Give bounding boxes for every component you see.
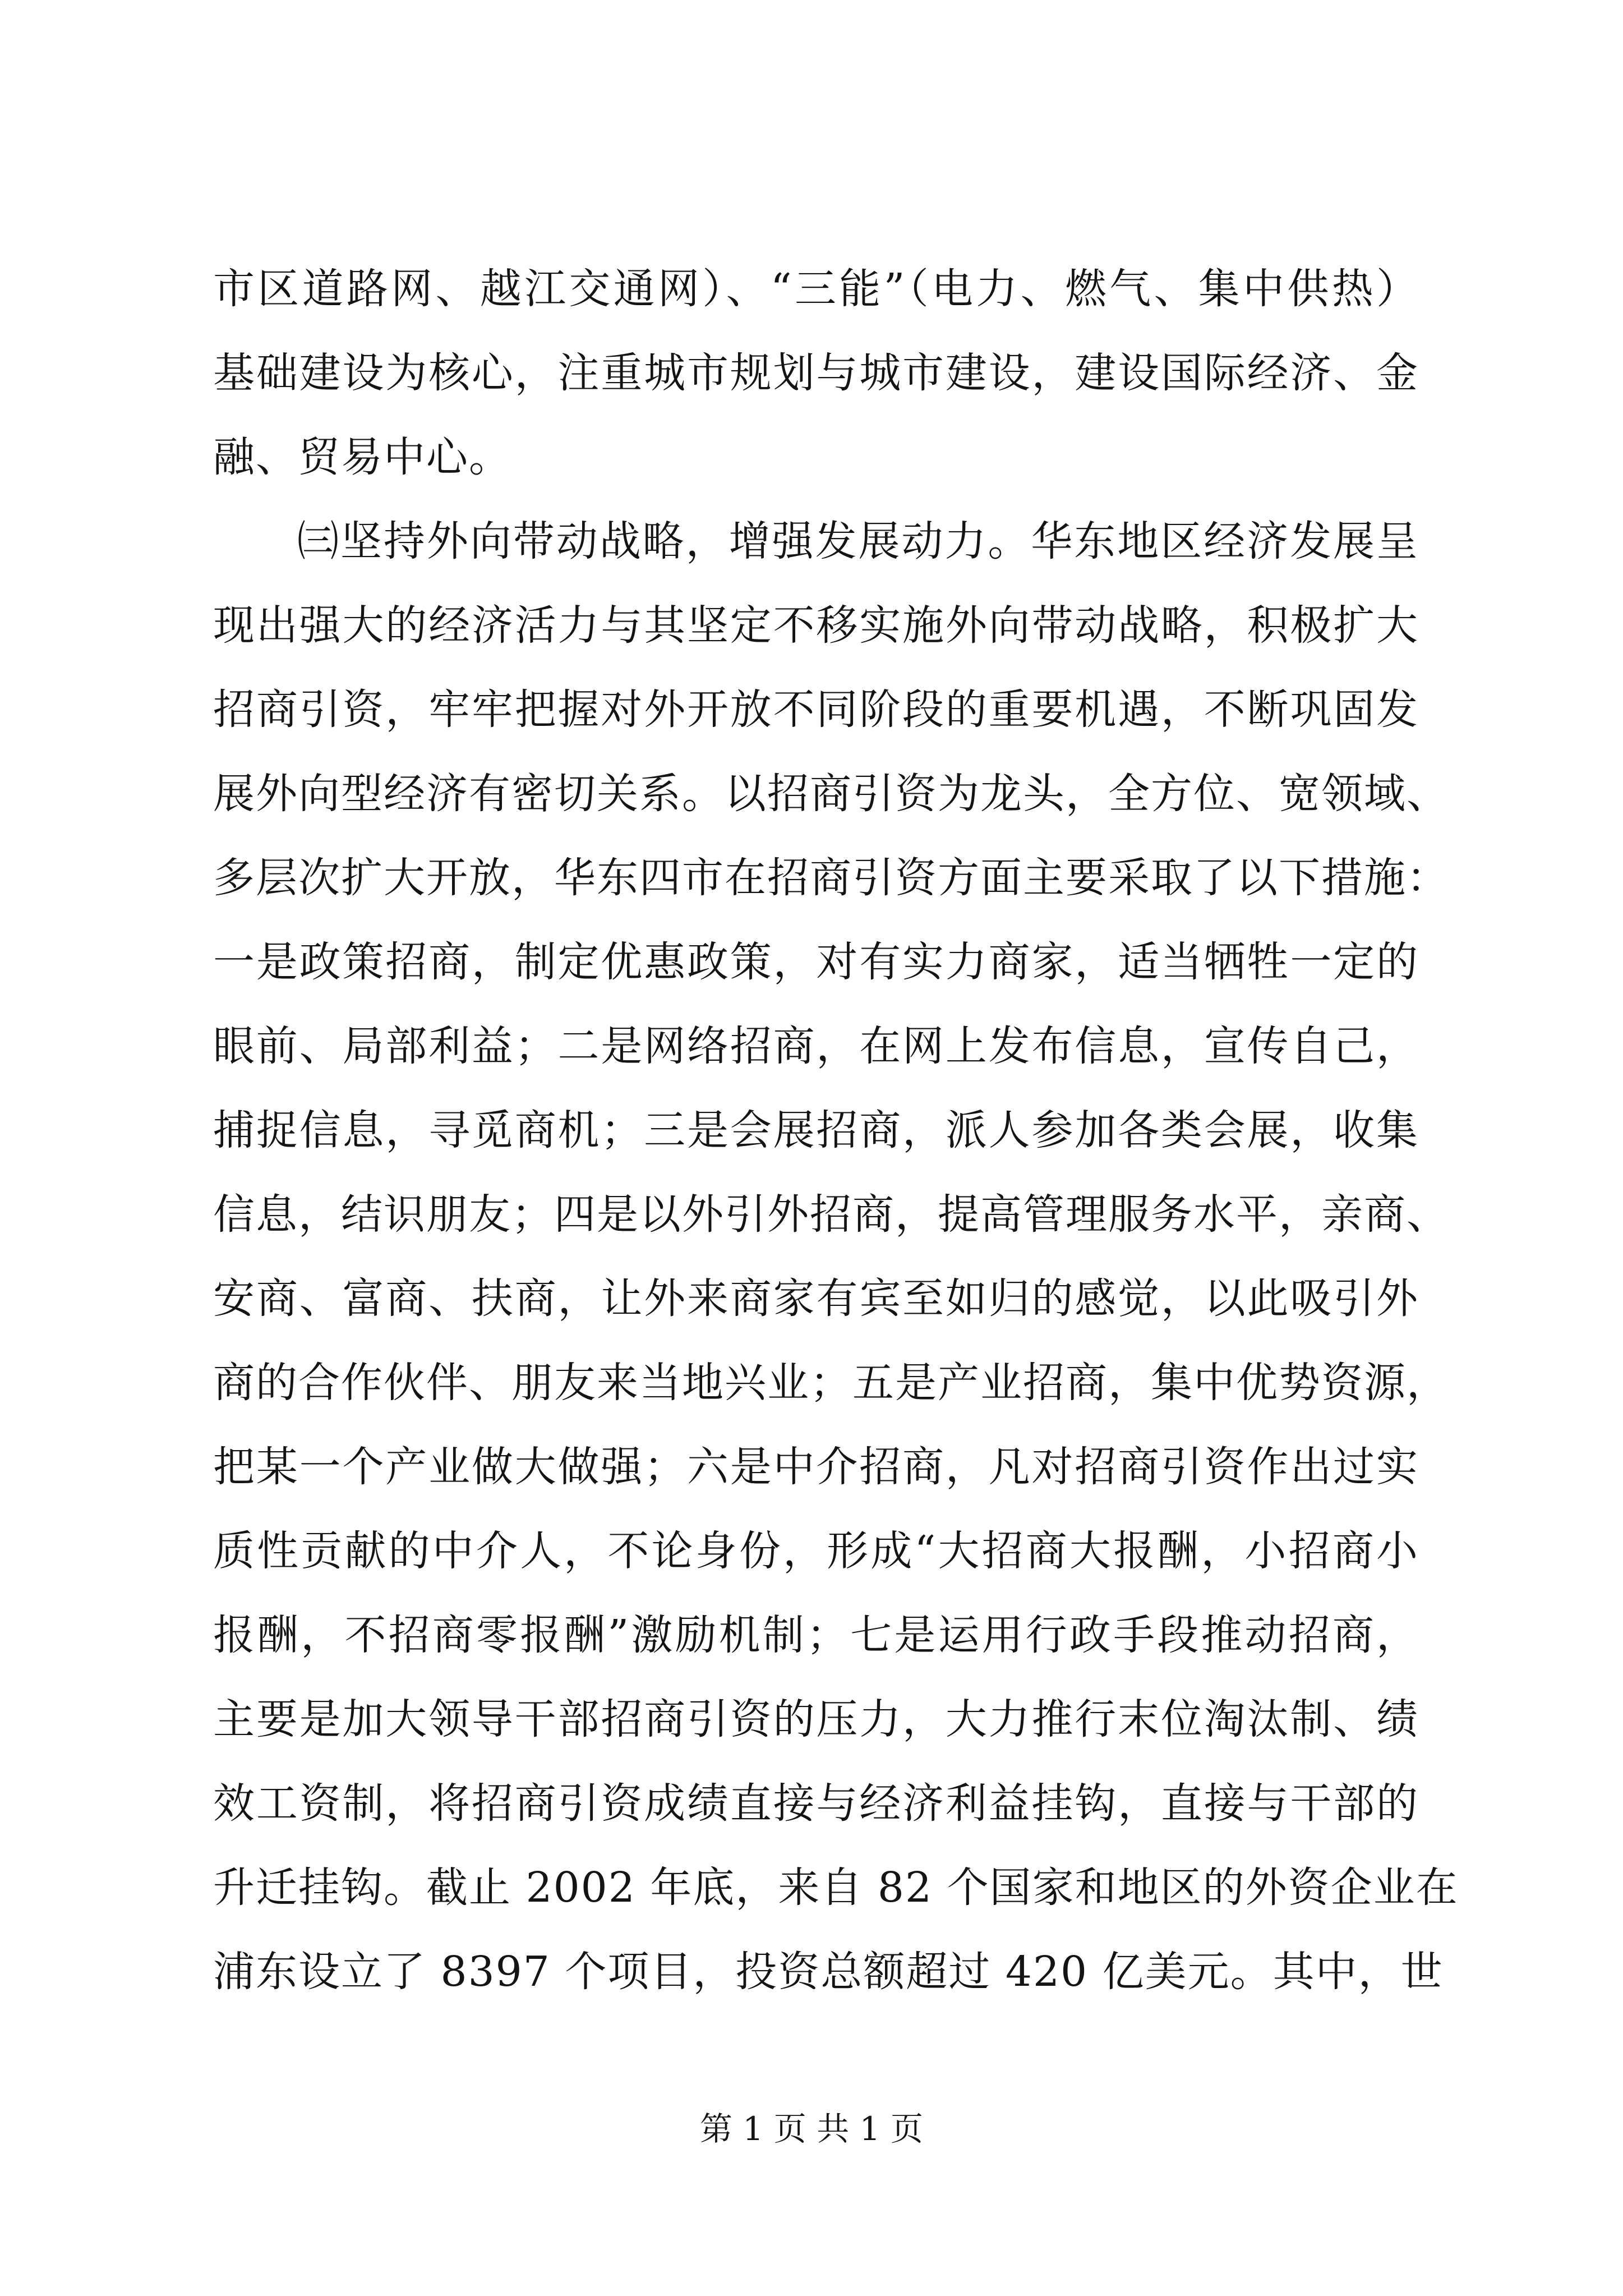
text-line: 现出强大的经济活力与其坚定不移实施外向带动战略，积极扩大	[213, 601, 1419, 650]
text-line: 一是政策招商，制定优惠政策，对有实力商家，适当牺牲一定的	[213, 938, 1419, 986]
text-line: 报酬，不招商零报酬”激励机制；七是运用行政手段推动招商，	[213, 1611, 1419, 1659]
text-line: 融、贸易中心。	[213, 433, 511, 481]
text-line: 升迁挂钩。截止 2002 年底，来自 82 个国家和地区的外资企业在	[213, 1864, 1459, 1912]
text-line: 市区道路网、越江交通网）、“三能”（电力、燃气、集中供热）	[213, 265, 1419, 313]
text-line: 多层次扩大开放，华东四市在招商引资方面主要采取了以下措施：	[213, 854, 1449, 902]
text-line: 质性贡献的中介人，不论身份，形成“大招商大报酬，小招商小	[213, 1527, 1419, 1575]
text-line: 主要是加大领导干部招商引资的压力，大力推行末位淘汰制、绩	[213, 1695, 1419, 1743]
text-line: 展外向型经济有密切关系。以招商引资为龙头，全方位、宽领域、	[213, 770, 1449, 818]
text-line: 效工资制，将招商引资成绩直接与经济利益挂钩，直接与干部的	[213, 1779, 1419, 1828]
text-line: 捕捉信息，寻觅商机；三是会展招商，派人参加各类会展，收集	[213, 1106, 1419, 1154]
text-line: 安商、富商、扶商，让外来商家有宾至如归的感觉，以此吸引外	[213, 1274, 1419, 1323]
text-line: 信息，结识朋友；四是以外引外招商，提高管理服务水平，亲商、	[213, 1190, 1449, 1239]
text-line: 浦东设立了 8397 个项目，投资总额超过 420 亿美元。其中，世	[213, 1948, 1444, 1996]
page-number-label: 第 1 页 共 1 页	[700, 2110, 923, 2148]
text-line: ㈢坚持外向带动战略，增强发展动力。华东地区经济发展呈	[297, 517, 1419, 565]
text-line: 眼前、局部利益；二是网络招商，在网上发布信息，宣传自己，	[213, 1022, 1419, 1070]
text-line: 商的合作伙伴、朋友来当地兴业；五是产业招商，集中优势资源，	[213, 1359, 1449, 1407]
document-body	[213, 247, 1459, 2014]
text-line: 招商引资，牢牢把握对外开放不同阶段的重要机遇，不断巩固发	[213, 685, 1419, 734]
text-line: 基础建设为核心，注重城市规划与城市建设，建设国际经济、金	[213, 349, 1419, 397]
text-line: 把某一个产业做大做强；六是中介招商，凡对招商引资作出过实	[213, 1443, 1419, 1491]
page-footer	[0, 2106, 1623, 2151]
